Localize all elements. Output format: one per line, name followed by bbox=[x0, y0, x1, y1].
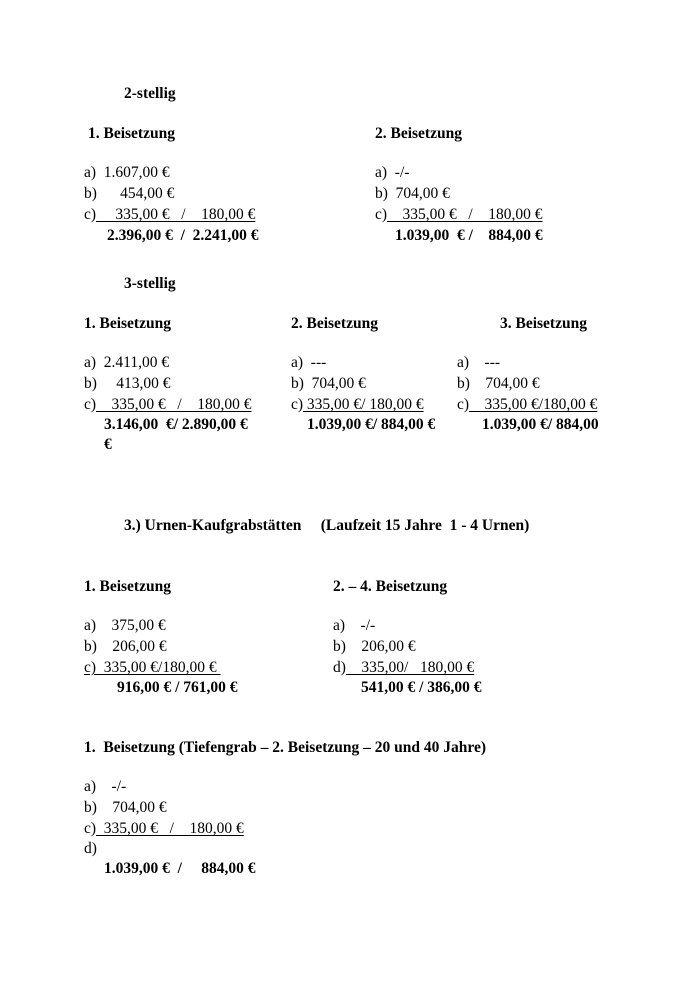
total-2stellig-col2: 1.039,00 € / 884,00 € bbox=[395, 227, 543, 244]
title-3stellig-col1: 1. Beisetzung bbox=[84, 315, 171, 332]
total-tiefengrab: 1.039,00 € / 884,00 € bbox=[104, 860, 256, 877]
value-c: 335,00 €/180,00 € bbox=[469, 396, 598, 413]
line-a-3stellig-col3: a) --- bbox=[457, 354, 501, 371]
line-c-urnen-col1 bbox=[84, 658, 220, 678]
heading-urnen: 3.) Urnen-Kaufgrabstätten (Laufzeit 15 Jahre 1 - 4 Urnen) bbox=[124, 517, 530, 534]
label-d: d) bbox=[333, 659, 346, 676]
value-c: 335,00 €/180,00 € bbox=[96, 659, 221, 676]
title-2stellig-col1: 1. Beisetzung bbox=[88, 125, 175, 142]
line-c-3stellig-col2 bbox=[291, 395, 424, 415]
label-c: c) bbox=[375, 206, 388, 223]
label-c: c) bbox=[84, 396, 97, 413]
title-2stellig-col2: 2. Beisetzung bbox=[375, 125, 462, 142]
label-c: c) bbox=[457, 396, 470, 413]
line-c-2stellig-col1 bbox=[84, 205, 255, 225]
total-urnen-col1: 916,00 € / 761,00 € bbox=[117, 679, 238, 696]
value-c: 335,00 € / 180,00 € bbox=[96, 820, 244, 837]
line-b-3stellig-col2: b) 704,00 € bbox=[291, 375, 366, 392]
line-a-3stellig-col2: a) --- bbox=[291, 354, 327, 371]
line-a-2stellig-col2: a) -/- bbox=[375, 164, 410, 181]
line-d-tiefengrab: d) bbox=[84, 840, 97, 857]
value-c: 335,00 € / 180,00 € bbox=[96, 206, 256, 223]
value-c: 335,00 € / 180,00 € bbox=[96, 396, 252, 413]
title-3stellig-col3: 3. Beisetzung bbox=[500, 315, 587, 332]
line-c-tiefengrab bbox=[84, 819, 244, 839]
total-3stellig-col2: 1.039,00 €/ 884,00 € bbox=[307, 416, 436, 433]
line-c-3stellig-col3 bbox=[457, 395, 597, 415]
line-d-urnen-col2 bbox=[333, 658, 474, 678]
label-c: c) bbox=[84, 820, 97, 837]
line-b-3stellig-col3: b) 704,00 € bbox=[457, 375, 540, 392]
line-b-2stellig-col2: b) 704,00 € bbox=[375, 185, 450, 202]
title-urnen-col2: 2. – 4. Beisetzung bbox=[333, 578, 448, 595]
title-urnen-col1: 1. Beisetzung bbox=[84, 578, 171, 595]
total-3stellig-col3: 1.039,00 €/ 884,00 bbox=[482, 416, 599, 433]
value-c: 335,00 €/ 180,00 € bbox=[303, 396, 424, 413]
title-3stellig-col2: 2. Beisetzung bbox=[291, 315, 378, 332]
value-c: 335,00 € / 180,00 € bbox=[387, 206, 543, 223]
line-a-urnen-col1: a) 375,00 € bbox=[84, 617, 166, 634]
line-b-3stellig-col1: b) 413,00 € bbox=[84, 375, 171, 392]
value-d: 335,00/ 180,00 € bbox=[345, 659, 475, 676]
line-b-tiefengrab: b) 704,00 € bbox=[84, 799, 167, 816]
label-c: c) bbox=[84, 659, 97, 676]
heading-3stellig: 3-stellig bbox=[124, 275, 176, 292]
line-a-tiefengrab: a) -/- bbox=[84, 778, 127, 795]
line-a-2stellig-col1: a) 1.607,00 € bbox=[84, 164, 170, 181]
label-c: c) bbox=[84, 206, 97, 223]
line-c-3stellig-col1 bbox=[84, 395, 251, 415]
line-a-3stellig-col1: a) 2.411,00 € bbox=[84, 354, 170, 371]
heading-tiefengrab: 1. Beisetzung (Tiefengrab – 2. Beisetzung – 20 und 40 Jahre) bbox=[84, 739, 487, 756]
heading-2stellig: 2-stellig bbox=[124, 85, 176, 102]
line-a-urnen-col2: a) -/- bbox=[333, 617, 376, 634]
total-urnen-col2: 541,00 € / 386,00 € bbox=[361, 679, 482, 696]
line-c-2stellig-col2 bbox=[375, 205, 542, 225]
line-b-2stellig-col1: b) 454,00 € bbox=[84, 185, 175, 202]
total-3stellig-col1: 3.146,00 €/ 2.890,00 € bbox=[104, 416, 248, 433]
label-c: c) bbox=[291, 396, 304, 413]
line-b-urnen-col1: b) 206,00 € bbox=[84, 638, 167, 655]
total-2stellig-col1: 2.396,00 € / 2.241,00 € bbox=[107, 227, 259, 244]
total-wrap-3stellig-col1: € bbox=[104, 436, 112, 453]
line-b-urnen-col2: b) 206,00 € bbox=[333, 638, 416, 655]
